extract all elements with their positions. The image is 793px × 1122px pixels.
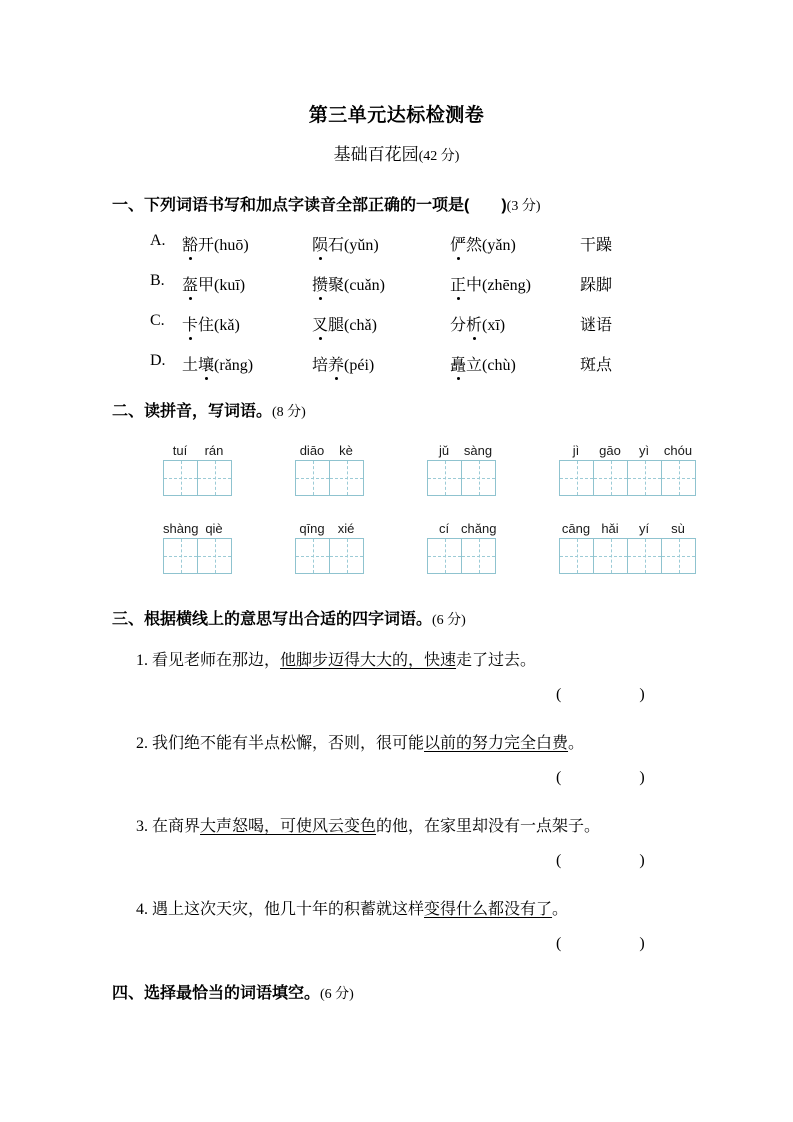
- grid-cell[interactable]: [428, 539, 462, 573]
- question-text: 。: [552, 901, 569, 918]
- pinyin-syllable: jì: [572, 443, 580, 458]
- pinyin-group[interactable]: [559, 438, 696, 496]
- grid-cell[interactable]: [198, 539, 232, 573]
- answer-blank[interactable]: [556, 852, 645, 870]
- mc-option-d[interactable]: [150, 352, 710, 382]
- paren-close: ): [639, 769, 645, 786]
- pinyin-syllables: [295, 516, 364, 536]
- question-number: 4.: [136, 901, 148, 918]
- question-item: [136, 647, 536, 670]
- pinyin-syllables: [427, 438, 496, 458]
- mc-option-a[interactable]: [150, 232, 710, 262]
- section-2-label: 二、读拼音，写词语。: [112, 403, 273, 420]
- question-number: 3.: [136, 818, 148, 835]
- question-number: 2.: [136, 735, 148, 752]
- mc-word: 卡住(kǎ): [182, 312, 240, 335]
- mc-word: 矗立(chù): [450, 352, 516, 375]
- question-text: 我们绝不能有半点松懈，否则，很可能: [152, 735, 425, 752]
- pinyin-syllable: chǎng: [461, 521, 497, 536]
- mc-option-c[interactable]: [150, 312, 710, 342]
- grid-cell[interactable]: [198, 461, 232, 495]
- mc-word: 豁开(huō): [182, 232, 249, 255]
- grid-cell[interactable]: [462, 539, 496, 573]
- grid-cell[interactable]: [296, 461, 330, 495]
- grid-cell[interactable]: [330, 461, 364, 495]
- subtitle-text: 基础百花园: [333, 145, 419, 164]
- grid-cell[interactable]: [296, 539, 330, 573]
- grid-cell[interactable]: [628, 539, 662, 573]
- grid-cell[interactable]: [560, 461, 594, 495]
- section-1-score: (3 分): [506, 199, 541, 214]
- pinyin-syllable: cāng: [561, 521, 591, 536]
- paren-open: (: [556, 852, 562, 869]
- writing-grid[interactable]: [295, 538, 364, 574]
- writing-grid[interactable]: [559, 460, 696, 496]
- grid-cell[interactable]: [164, 539, 198, 573]
- mc-word: 土壤(rǎng): [182, 352, 253, 375]
- mc-word: 培养(péi): [312, 352, 374, 375]
- pinyin-group[interactable]: [559, 516, 696, 574]
- pinyin-syllable: hǎi: [601, 521, 619, 536]
- grid-cell[interactable]: [628, 461, 662, 495]
- pinyin-group[interactable]: [427, 516, 496, 574]
- mc-word: 斑点: [580, 357, 613, 374]
- section-1-label: 一、下列词语书写和加点字读音全部正确的一项是( ): [112, 197, 507, 214]
- pinyin-group[interactable]: [163, 516, 232, 574]
- answer-blank[interactable]: [556, 769, 645, 787]
- pinyin-syllable: xié: [337, 521, 355, 536]
- question-number: 1.: [136, 652, 148, 669]
- paren-close: ): [639, 852, 645, 869]
- pinyin-syllable: shàng: [163, 521, 199, 536]
- page-subtitle: [0, 140, 793, 165]
- writing-grid[interactable]: [559, 538, 696, 574]
- dotted-char: 卡: [182, 312, 198, 335]
- dotted-char: 俨: [450, 232, 466, 255]
- section-4-score: (6 分): [320, 987, 354, 1002]
- section-4-label: 四、选择最恰当的词语填空。: [112, 985, 321, 1002]
- pinyin-syllable: kè: [339, 443, 353, 458]
- mc-word: 攒聚(cuǎn): [312, 272, 385, 295]
- mc-word: 谜语: [580, 317, 613, 334]
- subtitle-score: (42 分): [418, 149, 460, 164]
- underlined-phrase: 他脚步迈得大大的，快速: [280, 652, 457, 669]
- dotted-char: 矗: [450, 352, 466, 375]
- pinyin-syllables: [163, 516, 232, 536]
- page-title: 第三单元达标检测卷: [308, 105, 485, 126]
- section-3-score: (6 分): [432, 613, 466, 628]
- question-text: 在商界: [152, 818, 201, 835]
- writing-grid[interactable]: [295, 460, 364, 496]
- underlined-phrase: 以前的努力完全白费: [424, 735, 569, 752]
- pinyin-syllables: [559, 438, 696, 458]
- pinyin-syllable: gāo: [599, 443, 621, 458]
- question-text: 走了过去。: [456, 652, 537, 669]
- mc-word: 陨石(yǔn): [312, 232, 379, 255]
- question-item: [136, 896, 568, 919]
- mc-word: 俨然(yǎn): [450, 232, 516, 255]
- grid-cell[interactable]: [462, 461, 496, 495]
- dotted-char: 陨: [312, 232, 328, 255]
- grid-cell[interactable]: [330, 539, 364, 573]
- grid-cell[interactable]: [662, 539, 696, 573]
- pinyin-syllable: cí: [438, 521, 450, 536]
- pinyin-syllable: yí: [638, 521, 650, 536]
- pinyin-syllable: yì: [638, 443, 650, 458]
- writing-grid[interactable]: [427, 538, 496, 574]
- pinyin-syllables: [295, 438, 364, 458]
- writing-grid[interactable]: [427, 460, 496, 496]
- paren-open: (: [556, 686, 562, 703]
- question-text: 遇上这次天灾，他几十年的积蓄就这样: [152, 901, 425, 918]
- dotted-char: 壤: [198, 352, 214, 375]
- mc-letter: B.: [150, 272, 165, 289]
- pinyin-syllable: jǔ: [438, 443, 450, 458]
- question-item: [136, 813, 600, 836]
- mc-word: 盔甲(kuī): [182, 272, 245, 295]
- grid-cell[interactable]: [662, 461, 696, 495]
- pinyin-syllable: qiè: [205, 521, 223, 536]
- mc-word: 干躁: [580, 237, 613, 254]
- mc-letter: A.: [150, 232, 166, 249]
- pinyin-group[interactable]: [295, 516, 364, 574]
- pinyin-group[interactable]: [163, 438, 232, 496]
- grid-cell[interactable]: [594, 539, 628, 573]
- grid-cell[interactable]: [164, 461, 198, 495]
- grid-cell[interactable]: [560, 539, 594, 573]
- paren-open: (: [556, 769, 562, 786]
- mc-word: 叉腿(chǎ): [312, 312, 377, 335]
- dotted-char: 盔: [182, 272, 198, 295]
- mc-option-b[interactable]: [150, 272, 710, 302]
- answer-blank[interactable]: [556, 935, 645, 953]
- mc-letter: D.: [150, 352, 166, 369]
- dotted-char: 析: [466, 312, 482, 335]
- pinyin-syllable: tuí: [172, 443, 188, 458]
- pinyin-syllable: qīng: [299, 521, 325, 536]
- pinyin-syllable: chóu: [663, 443, 693, 458]
- pinyin-group[interactable]: [427, 438, 496, 496]
- writing-grid[interactable]: [163, 538, 232, 574]
- pinyin-syllables: [427, 516, 496, 536]
- answer-blank[interactable]: [556, 686, 645, 704]
- pinyin-syllables: [559, 516, 696, 536]
- section-heading-2: [112, 398, 306, 421]
- pinyin-group[interactable]: [295, 438, 364, 496]
- pinyin-syllables: [163, 438, 232, 458]
- dotted-char: 叉: [312, 312, 328, 335]
- paren-close: ): [639, 935, 645, 952]
- section-2-score: (8 分): [272, 405, 306, 420]
- dotted-char: 豁: [182, 232, 198, 255]
- section-3-label: 三、根据横线上的意思写出合适的四字词语。: [112, 611, 433, 628]
- section-heading-1: [112, 192, 541, 215]
- mc-word: 分析(xī): [450, 312, 505, 335]
- underlined-phrase: 变得什么都没有了: [424, 901, 553, 918]
- dotted-char: 养: [328, 352, 344, 375]
- pinyin-syllable: sàng: [463, 443, 493, 458]
- writing-grid[interactable]: [163, 460, 232, 496]
- section-heading-3: [112, 606, 466, 629]
- grid-cell[interactable]: [428, 461, 462, 495]
- mc-word: 跺脚: [580, 277, 613, 294]
- question-text: 看见老师在那边，: [152, 652, 281, 669]
- dotted-char: 正: [450, 272, 466, 295]
- mc-word: 正中(zhēng): [450, 272, 531, 295]
- question-text: 的他，在家里却没有一点架子。: [376, 818, 601, 835]
- grid-cell[interactable]: [594, 461, 628, 495]
- paren-open: (: [556, 935, 562, 952]
- mc-letter: C.: [150, 312, 165, 329]
- pinyin-syllable: sù: [671, 521, 685, 536]
- question-text: 。: [568, 735, 585, 752]
- question-item: [136, 730, 584, 753]
- pinyin-syllable: rán: [204, 443, 224, 458]
- underlined-phrase: 大声怒喝，可使风云变色: [200, 818, 377, 835]
- paren-close: ): [639, 686, 645, 703]
- pinyin-syllable: diāo: [299, 443, 325, 458]
- dotted-char: 攒: [312, 272, 328, 295]
- section-heading-4: [112, 980, 354, 1003]
